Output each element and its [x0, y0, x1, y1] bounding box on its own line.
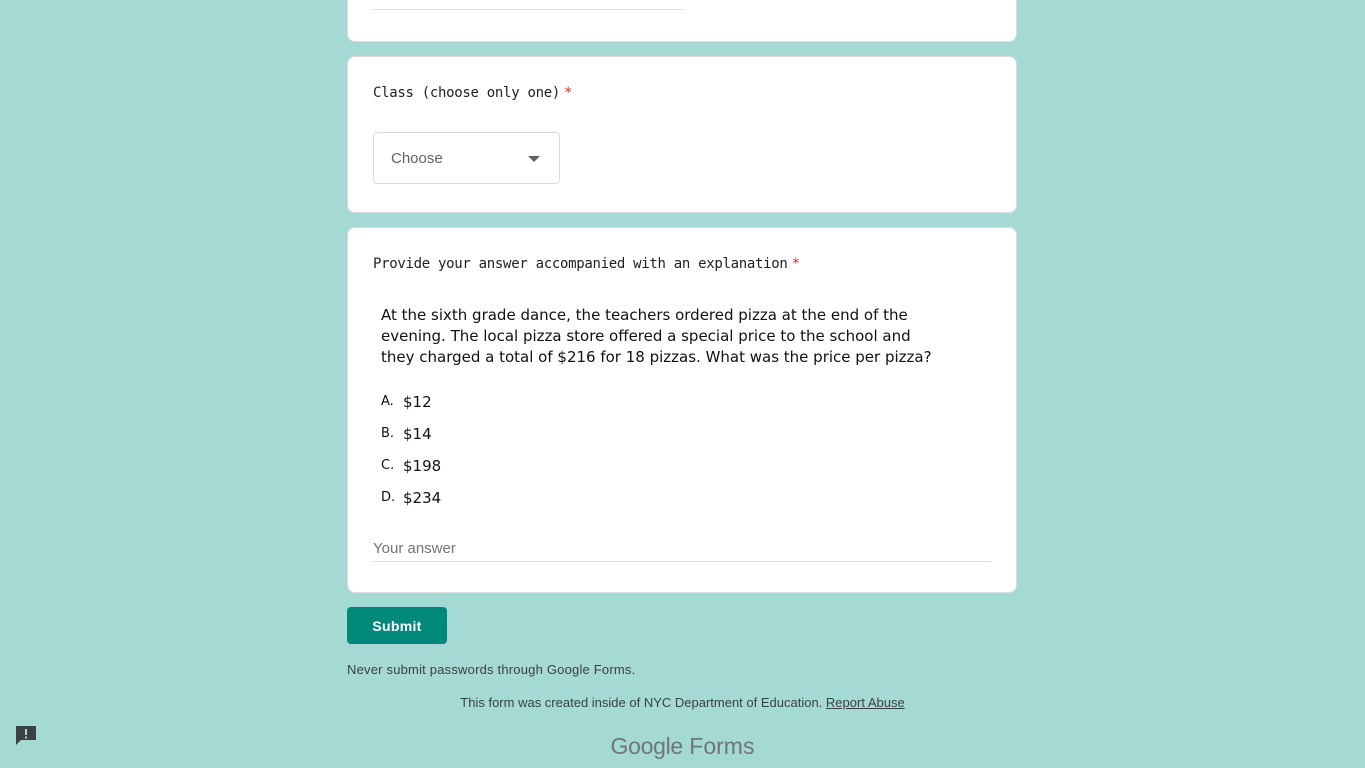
footer [0, 695, 1365, 710]
option-list [381, 386, 941, 514]
google-forms-logo[interactable] [0, 733, 1365, 760]
class-question-title [373, 85, 572, 101]
report-problem-icon[interactable] [14, 724, 38, 746]
option-item [381, 482, 941, 514]
option-item [381, 450, 941, 482]
previous-answer-underline [373, 9, 683, 10]
class-question-label: Class (choose only one) [373, 85, 560, 101]
option-letter: C. [381, 458, 395, 473]
option-item [381, 418, 941, 450]
previous-question-card [347, 0, 1017, 42]
answer-question-title [373, 256, 800, 272]
password-warning: Never submit passwords through Google Forms. [347, 662, 636, 677]
option-letter: A. [381, 394, 394, 409]
logo-forms-text: Forms [689, 733, 755, 759]
dropdown-arrow-icon [528, 156, 540, 162]
required-asterisk: * [791, 256, 800, 272]
class-dropdown[interactable] [373, 132, 560, 184]
problem-text: At the sixth grade dance, the teachers ordered pizza at the end of the evening. The local pizza store offered a special price to the school and they charged a total of $216 for 18 pizzas. What was the price per pizza? [381, 306, 932, 366]
submit-button[interactable]: Submit [347, 607, 447, 644]
option-value: $14 [403, 425, 432, 443]
option-item [381, 386, 941, 418]
class-question-card [347, 56, 1017, 213]
class-dropdown-value: Choose [391, 150, 443, 167]
question-image [381, 305, 941, 514]
option-letter: B. [381, 426, 395, 441]
option-letter: D. [381, 490, 396, 505]
answer-question-label: Provide your answer accompanied with an explanation [373, 256, 788, 272]
report-abuse-link[interactable]: Report Abuse [825, 695, 905, 710]
answer-input[interactable] [373, 535, 991, 562]
answer-question-card [347, 227, 1017, 593]
option-value: $198 [403, 457, 442, 475]
logo-google-text: Google [610, 733, 683, 759]
required-asterisk: * [563, 85, 573, 101]
option-value: $234 [403, 489, 442, 507]
option-value: $12 [403, 393, 432, 411]
footer-created-text: This form was created inside of NYC Department of Education. [460, 695, 823, 710]
